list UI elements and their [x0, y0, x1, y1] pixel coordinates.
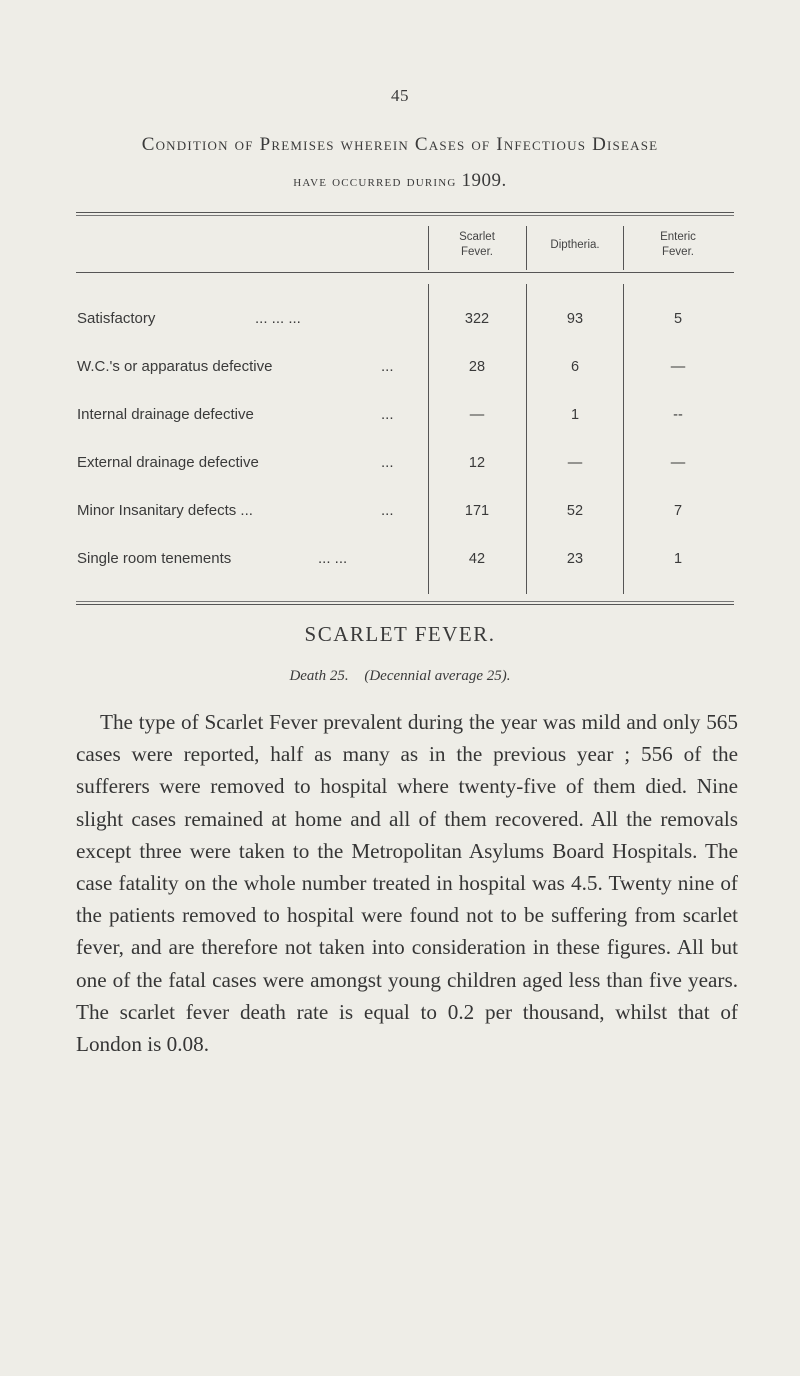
column-header-enteric-fever — [625, 230, 731, 260]
table-cell: 12 — [468, 455, 486, 471]
table-title: Condition of Premises wherein Cases of Infectious Disease — [141, 134, 659, 155]
table-cell: — — [567, 455, 583, 471]
leader-dots: ... ... — [318, 550, 348, 567]
row-label-wc-defective: W.C.'s or apparatus defective — [77, 358, 273, 375]
death-count: Death 25. — [289, 668, 349, 684]
table-cell: — — [670, 455, 686, 471]
decennial-average: (Decennial average 25). — [364, 668, 511, 684]
table-cell: 93 — [566, 311, 584, 327]
column-header-line: Diptheria. — [550, 239, 600, 251]
leader-dots: ... — [381, 502, 394, 519]
table-top-rule — [76, 212, 734, 213]
column-header-diptheria — [528, 238, 622, 253]
column-header-line: Fever. — [461, 246, 493, 258]
table-year: 1909. — [461, 170, 507, 191]
column-divider — [623, 284, 624, 594]
table-cell: 1 — [570, 407, 580, 423]
column-header-line: Fever. — [662, 246, 694, 258]
table-cell: 171 — [464, 503, 490, 519]
leader-dots: ... — [381, 406, 394, 423]
table-top-rule-inner — [76, 215, 734, 216]
row-label-satisfactory: Satisfactory — [77, 310, 156, 327]
row-label-internal-drainage: Internal drainage defective — [77, 406, 254, 423]
death-statistic — [0, 668, 800, 685]
page-number: 45 — [391, 86, 409, 105]
body-paragraph: The type of Scarlet Fever prevalent during the year was mild and only 565 cases were reported, half as many as in the previous year ; 556 of the sufferers were removed to hospital where twenty-five of them died. Nine slight cases remained at home and all of them recovered. All the removals except three were taken to the Metropolitan Asylums Board Hospitals. The case fatality on the whole number treated in hospital was 4.5. Twenty nine of the patients removed to hospital were found not to be suffering from scarlet fever, and are therefore not taken into consideration in these figures. All but one of the fatal cases were amongst young children aged less than five years. The scarlet fever death rate is equal to 0.2 per thousand, whilst that of London is 0.08. — [76, 710, 738, 1057]
table-cell: — — [469, 407, 485, 423]
table-cell: 6 — [570, 359, 580, 375]
table-cell: 322 — [464, 311, 490, 327]
column-header-scarlet-fever — [430, 230, 524, 260]
table-cell: 42 — [468, 551, 486, 567]
leader-dots: ... ... ... — [255, 310, 301, 327]
table-cell: 28 — [468, 359, 486, 375]
table-cell: 5 — [673, 311, 683, 327]
table-cell: — — [670, 359, 686, 375]
column-divider — [428, 284, 429, 594]
row-label-minor-insanitary: Minor Insanitary defects ... — [77, 502, 253, 519]
section-heading: SCARLET FEVER. — [304, 622, 496, 646]
premises-table — [0, 0, 800, 620]
header-divider — [526, 226, 527, 270]
row-label-single-room: Single room tenements — [77, 550, 232, 567]
table-cell: 1 — [673, 551, 683, 567]
leader-dots: ... — [381, 358, 394, 375]
table-cell: 52 — [566, 503, 584, 519]
column-divider — [526, 284, 527, 594]
header-rule — [76, 272, 734, 273]
table-bottom-rule — [76, 604, 734, 605]
header-divider — [428, 226, 429, 270]
table-cell: 23 — [566, 551, 584, 567]
column-header-line: Scarlet — [459, 231, 495, 243]
row-label-external-drainage: External drainage defective — [77, 454, 259, 471]
column-header-line: Enteric — [660, 231, 696, 243]
table-cell: -- — [673, 407, 683, 423]
table-cell: 7 — [673, 503, 683, 519]
leader-dots: ... — [381, 454, 394, 471]
header-divider — [623, 226, 624, 270]
table-bottom-rule-inner — [76, 601, 734, 602]
table-subtitle-text: have occurred during — [293, 174, 457, 190]
